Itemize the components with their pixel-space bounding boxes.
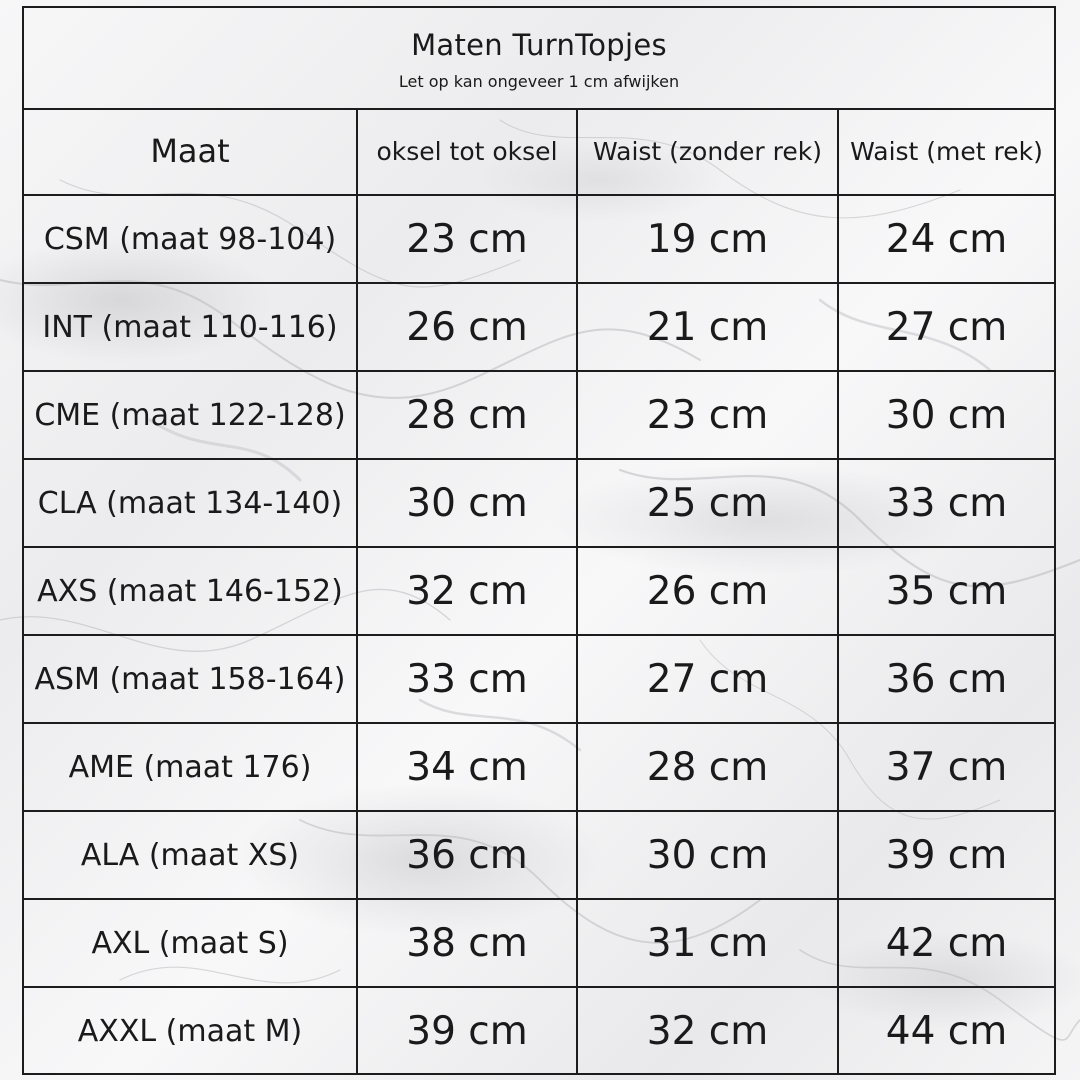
size-label: AXL (maat S)	[24, 899, 357, 987]
waist-met-rek-value: 35 cm	[838, 547, 1054, 635]
waist-zonder-rek-value: 27 cm	[577, 635, 838, 723]
table-row	[24, 195, 1054, 283]
table-row	[24, 811, 1054, 899]
chart-title: Maten TurnTopjes	[411, 28, 667, 62]
size-label: CME (maat 122-128)	[24, 371, 357, 459]
waist-zonder-rek-value: 26 cm	[577, 547, 838, 635]
column-header-waist-zonder-rek: Waist (zonder rek)	[577, 108, 838, 195]
table-row	[24, 371, 1054, 459]
waist-zonder-rek-value: 21 cm	[577, 283, 838, 371]
oksel-value: 33 cm	[357, 635, 577, 723]
waist-zonder-rek-value: 30 cm	[577, 811, 838, 899]
table-row	[24, 459, 1054, 547]
waist-zonder-rek-value: 25 cm	[577, 459, 838, 547]
waist-zonder-rek-value: 32 cm	[577, 987, 838, 1074]
waist-met-rek-value: 27 cm	[838, 283, 1054, 371]
waist-met-rek-value: 39 cm	[838, 811, 1054, 899]
size-label: AME (maat 176)	[24, 723, 357, 811]
chart-subtitle: Let op kan ongeveer 1 cm afwijken	[398, 72, 680, 91]
waist-zonder-rek-value: 19 cm	[577, 195, 838, 283]
waist-met-rek-value: 37 cm	[838, 723, 1054, 811]
size-label: INT (maat 110-116)	[24, 283, 357, 371]
oksel-value: 32 cm	[357, 547, 577, 635]
table-row	[24, 635, 1054, 723]
size-label: CSM (maat 98-104)	[24, 195, 357, 283]
size-label: ASM (maat 158-164)	[24, 635, 357, 723]
size-chart-frame	[22, 6, 1056, 1075]
oksel-value: 34 cm	[357, 723, 577, 811]
waist-met-rek-value: 36 cm	[838, 635, 1054, 723]
oksel-value: 30 cm	[357, 459, 577, 547]
oksel-value: 28 cm	[357, 371, 577, 459]
size-label: ALA (maat XS)	[24, 811, 357, 899]
oksel-value: 38 cm	[357, 899, 577, 987]
waist-met-rek-value: 30 cm	[838, 371, 1054, 459]
table-row	[24, 723, 1054, 811]
column-header-waist-met-rek: Waist (met rek)	[838, 108, 1054, 195]
waist-met-rek-value: 42 cm	[838, 899, 1054, 987]
size-label: CLA (maat 134-140)	[24, 459, 357, 547]
size-label: AXS (maat 146-152)	[24, 547, 357, 635]
waist-met-rek-value: 24 cm	[838, 195, 1054, 283]
waist-zonder-rek-value: 23 cm	[577, 371, 838, 459]
column-header-maat: Maat	[24, 108, 357, 195]
waist-met-rek-value: 44 cm	[838, 987, 1054, 1074]
oksel-value: 26 cm	[357, 283, 577, 371]
table-row	[24, 547, 1054, 635]
table-row	[24, 283, 1054, 371]
size-table	[24, 108, 1054, 1074]
waist-met-rek-value: 33 cm	[838, 459, 1054, 547]
table-row	[24, 899, 1054, 987]
table-header-row	[24, 108, 1054, 195]
column-header-oksel: oksel tot oksel	[357, 108, 577, 195]
oksel-value: 39 cm	[357, 987, 577, 1074]
waist-zonder-rek-value: 31 cm	[577, 899, 838, 987]
oksel-value: 23 cm	[357, 195, 577, 283]
waist-zonder-rek-value: 28 cm	[577, 723, 838, 811]
table-row	[24, 987, 1054, 1074]
size-label: AXXL (maat M)	[24, 987, 357, 1074]
title-block	[24, 8, 1054, 110]
oksel-value: 36 cm	[357, 811, 577, 899]
